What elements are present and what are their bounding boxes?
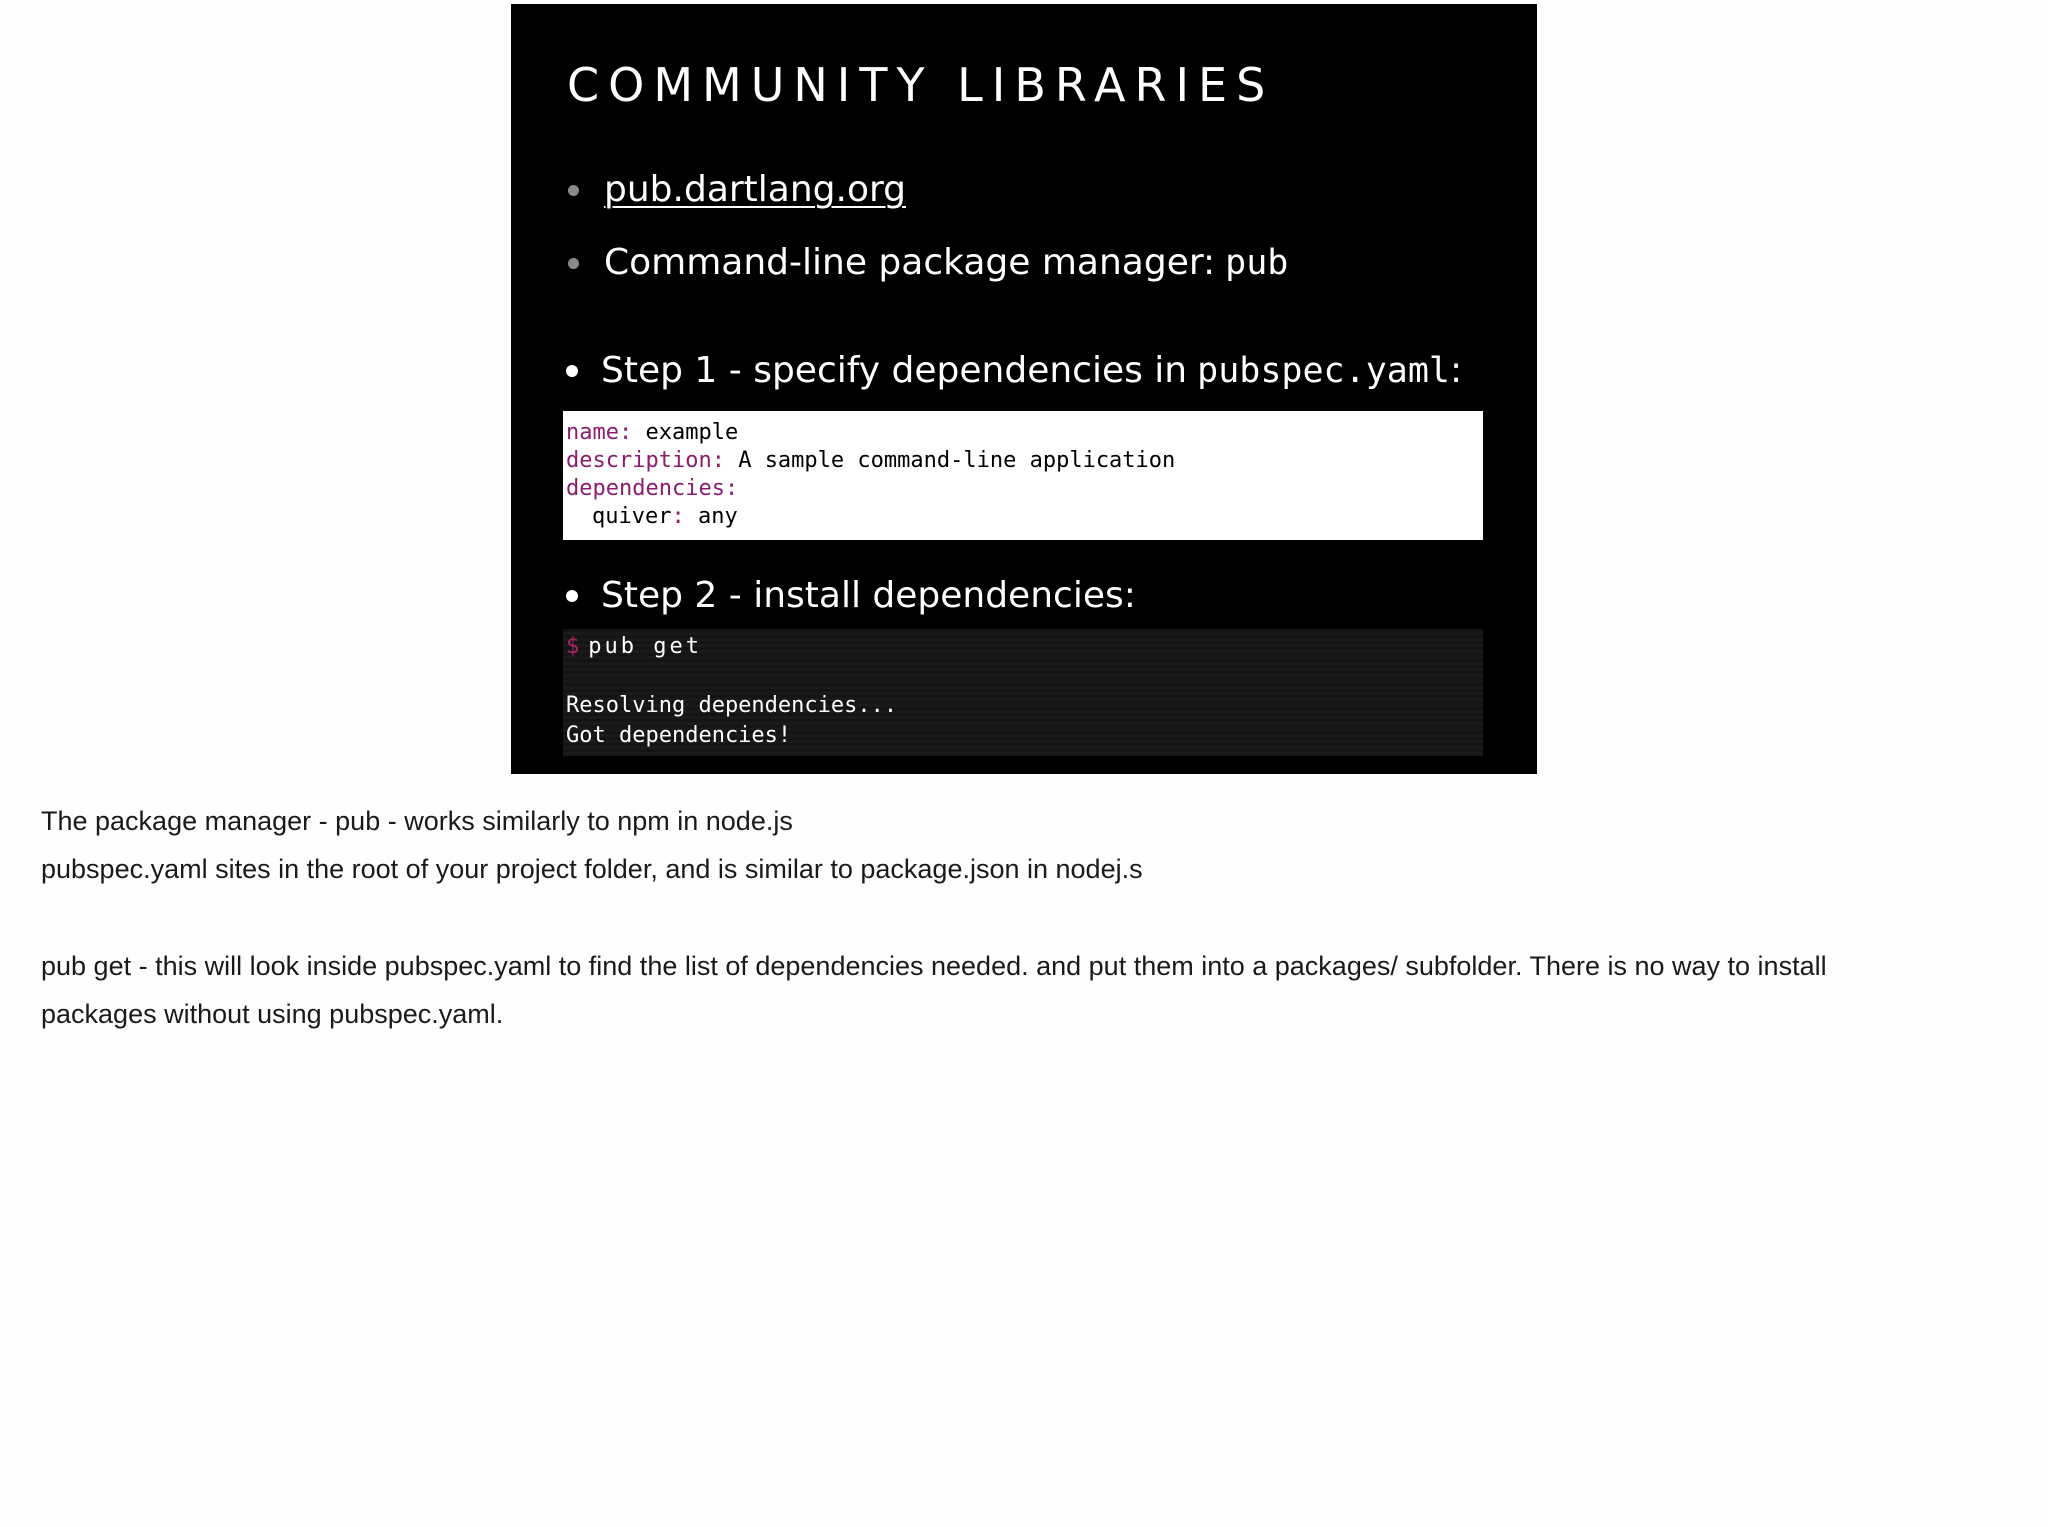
terminal-output-line: Got dependencies! (566, 723, 792, 748)
yaml-key: dependencies: (566, 476, 739, 501)
bullet-dot (566, 365, 578, 377)
bullet-link (568, 169, 907, 210)
slide (511, 4, 1537, 774)
notes-line: packages without using pubspec.yaml. (41, 999, 504, 1029)
notes-spacer (41, 893, 2001, 942)
pub-dartlang-link[interactable]: pub.dartlang.org (604, 169, 907, 210)
notes-line: pubspec.yaml sites in the root of your project folder, and is similar to package.json in nodej.s (41, 854, 1143, 884)
yaml-line-name (563, 419, 1483, 447)
bullet-dot (568, 185, 579, 196)
notes-line: The package manager - pub - works similarly to npm in node.js (41, 806, 793, 836)
bullet-dot (566, 590, 578, 602)
package-manager-code: pub (1225, 242, 1289, 283)
yaml-colon: : (671, 504, 685, 529)
bullet-step-1 (566, 350, 1463, 391)
yaml-key: name: (566, 420, 633, 445)
bullet-package-manager (568, 242, 1289, 283)
terminal-prompt: $ (566, 634, 583, 659)
yaml-value: A sample command-line application (724, 448, 1176, 473)
terminal-block (563, 629, 1483, 756)
step-2-text: Step 2 - install dependencies: (601, 575, 1136, 616)
step-1-code: pubspec.yaml (1197, 350, 1450, 391)
bullet-step-2 (566, 575, 1136, 616)
terminal-command-line (566, 634, 702, 659)
package-manager-text: Command-line package manager: (604, 242, 1216, 283)
notes-line: pub get - this will look inside pubspec.yaml to find the list of dependencies needed. and put them into a packages/ subfolder. There is no way to install (41, 951, 1827, 981)
yaml-line-dependencies (563, 475, 1483, 503)
yaml-key: description: (566, 448, 725, 473)
speaker-notes (41, 797, 2001, 1038)
yaml-key: quiver (592, 504, 672, 529)
yaml-line-description (563, 447, 1483, 475)
step-1-text: Step 1 - specify dependencies in (601, 350, 1188, 391)
terminal-output (566, 691, 897, 751)
bullet-dot (568, 258, 579, 269)
yaml-value: example (632, 420, 739, 445)
terminal-command: pub get (588, 634, 702, 659)
yaml-code-block (563, 411, 1483, 540)
slide-title: COMMUNITY LIBRARIES (567, 58, 1275, 112)
terminal-output-line: Resolving dependencies... (566, 693, 898, 718)
step-1-suffix: : (1450, 350, 1463, 391)
yaml-value: any (684, 504, 738, 529)
yaml-line-quiver (563, 503, 1483, 531)
